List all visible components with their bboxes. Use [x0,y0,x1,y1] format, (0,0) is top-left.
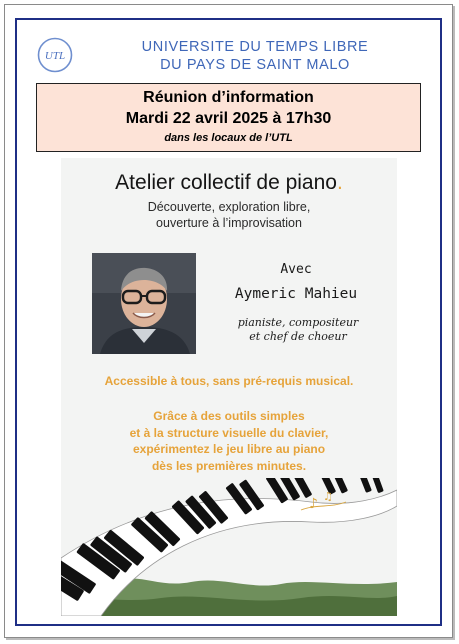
piano-keyboard-illustration [61,478,397,616]
organization-name [105,38,405,74]
info-meeting-box [36,83,421,152]
poster-subtitle-line-2: ouverture à l’improvisation [156,216,302,230]
utl-logo [37,37,73,73]
svg-text:UTL: UTL [44,50,66,62]
accessibility-note: Accessible à tous, sans pré-requis musical. [104,374,354,388]
instructor-name: Aymeric Mahieu [234,286,358,302]
poster-subtitle [61,199,397,231]
description-line-4: dès les premières minutes. [151,458,307,473]
poster-subtitle-line-1: Découverte, exploration libre, [147,200,311,214]
instructor-role-line-1: pianiste, compositeur [237,316,359,329]
workshop-poster [61,158,397,616]
avec-label: Avec [280,262,312,277]
black-key [358,478,372,493]
poster-title: Atelier collectif de piano. [115,171,343,194]
workshop-description [61,408,397,474]
black-key [371,478,384,493]
info-date: Mardi 22 avril 2025 à 17h30 [125,110,332,127]
info-location: dans les locaux de l’UTL [164,132,293,144]
org-line-1: UNIVERSITE DU TEMPS LIBRE [141,39,369,55]
description-line-2: et à la structure visuelle du clavier, [129,425,329,440]
svg-text:♪: ♪ [309,496,318,512]
org-line-2: DU PAYS DE SAINT MALO [160,57,350,73]
description-line-1: Grâce à des outils simples [153,409,305,423]
instructor-role [203,316,393,344]
svg-text:♫: ♫ [323,490,333,503]
instructor-photo [92,253,196,354]
info-title: Réunion d’information [143,89,314,106]
description-line-3: expérimentez le jeu libre au piano [132,442,326,456]
instructor-role-line-2: et chef de choeur [249,330,347,343]
